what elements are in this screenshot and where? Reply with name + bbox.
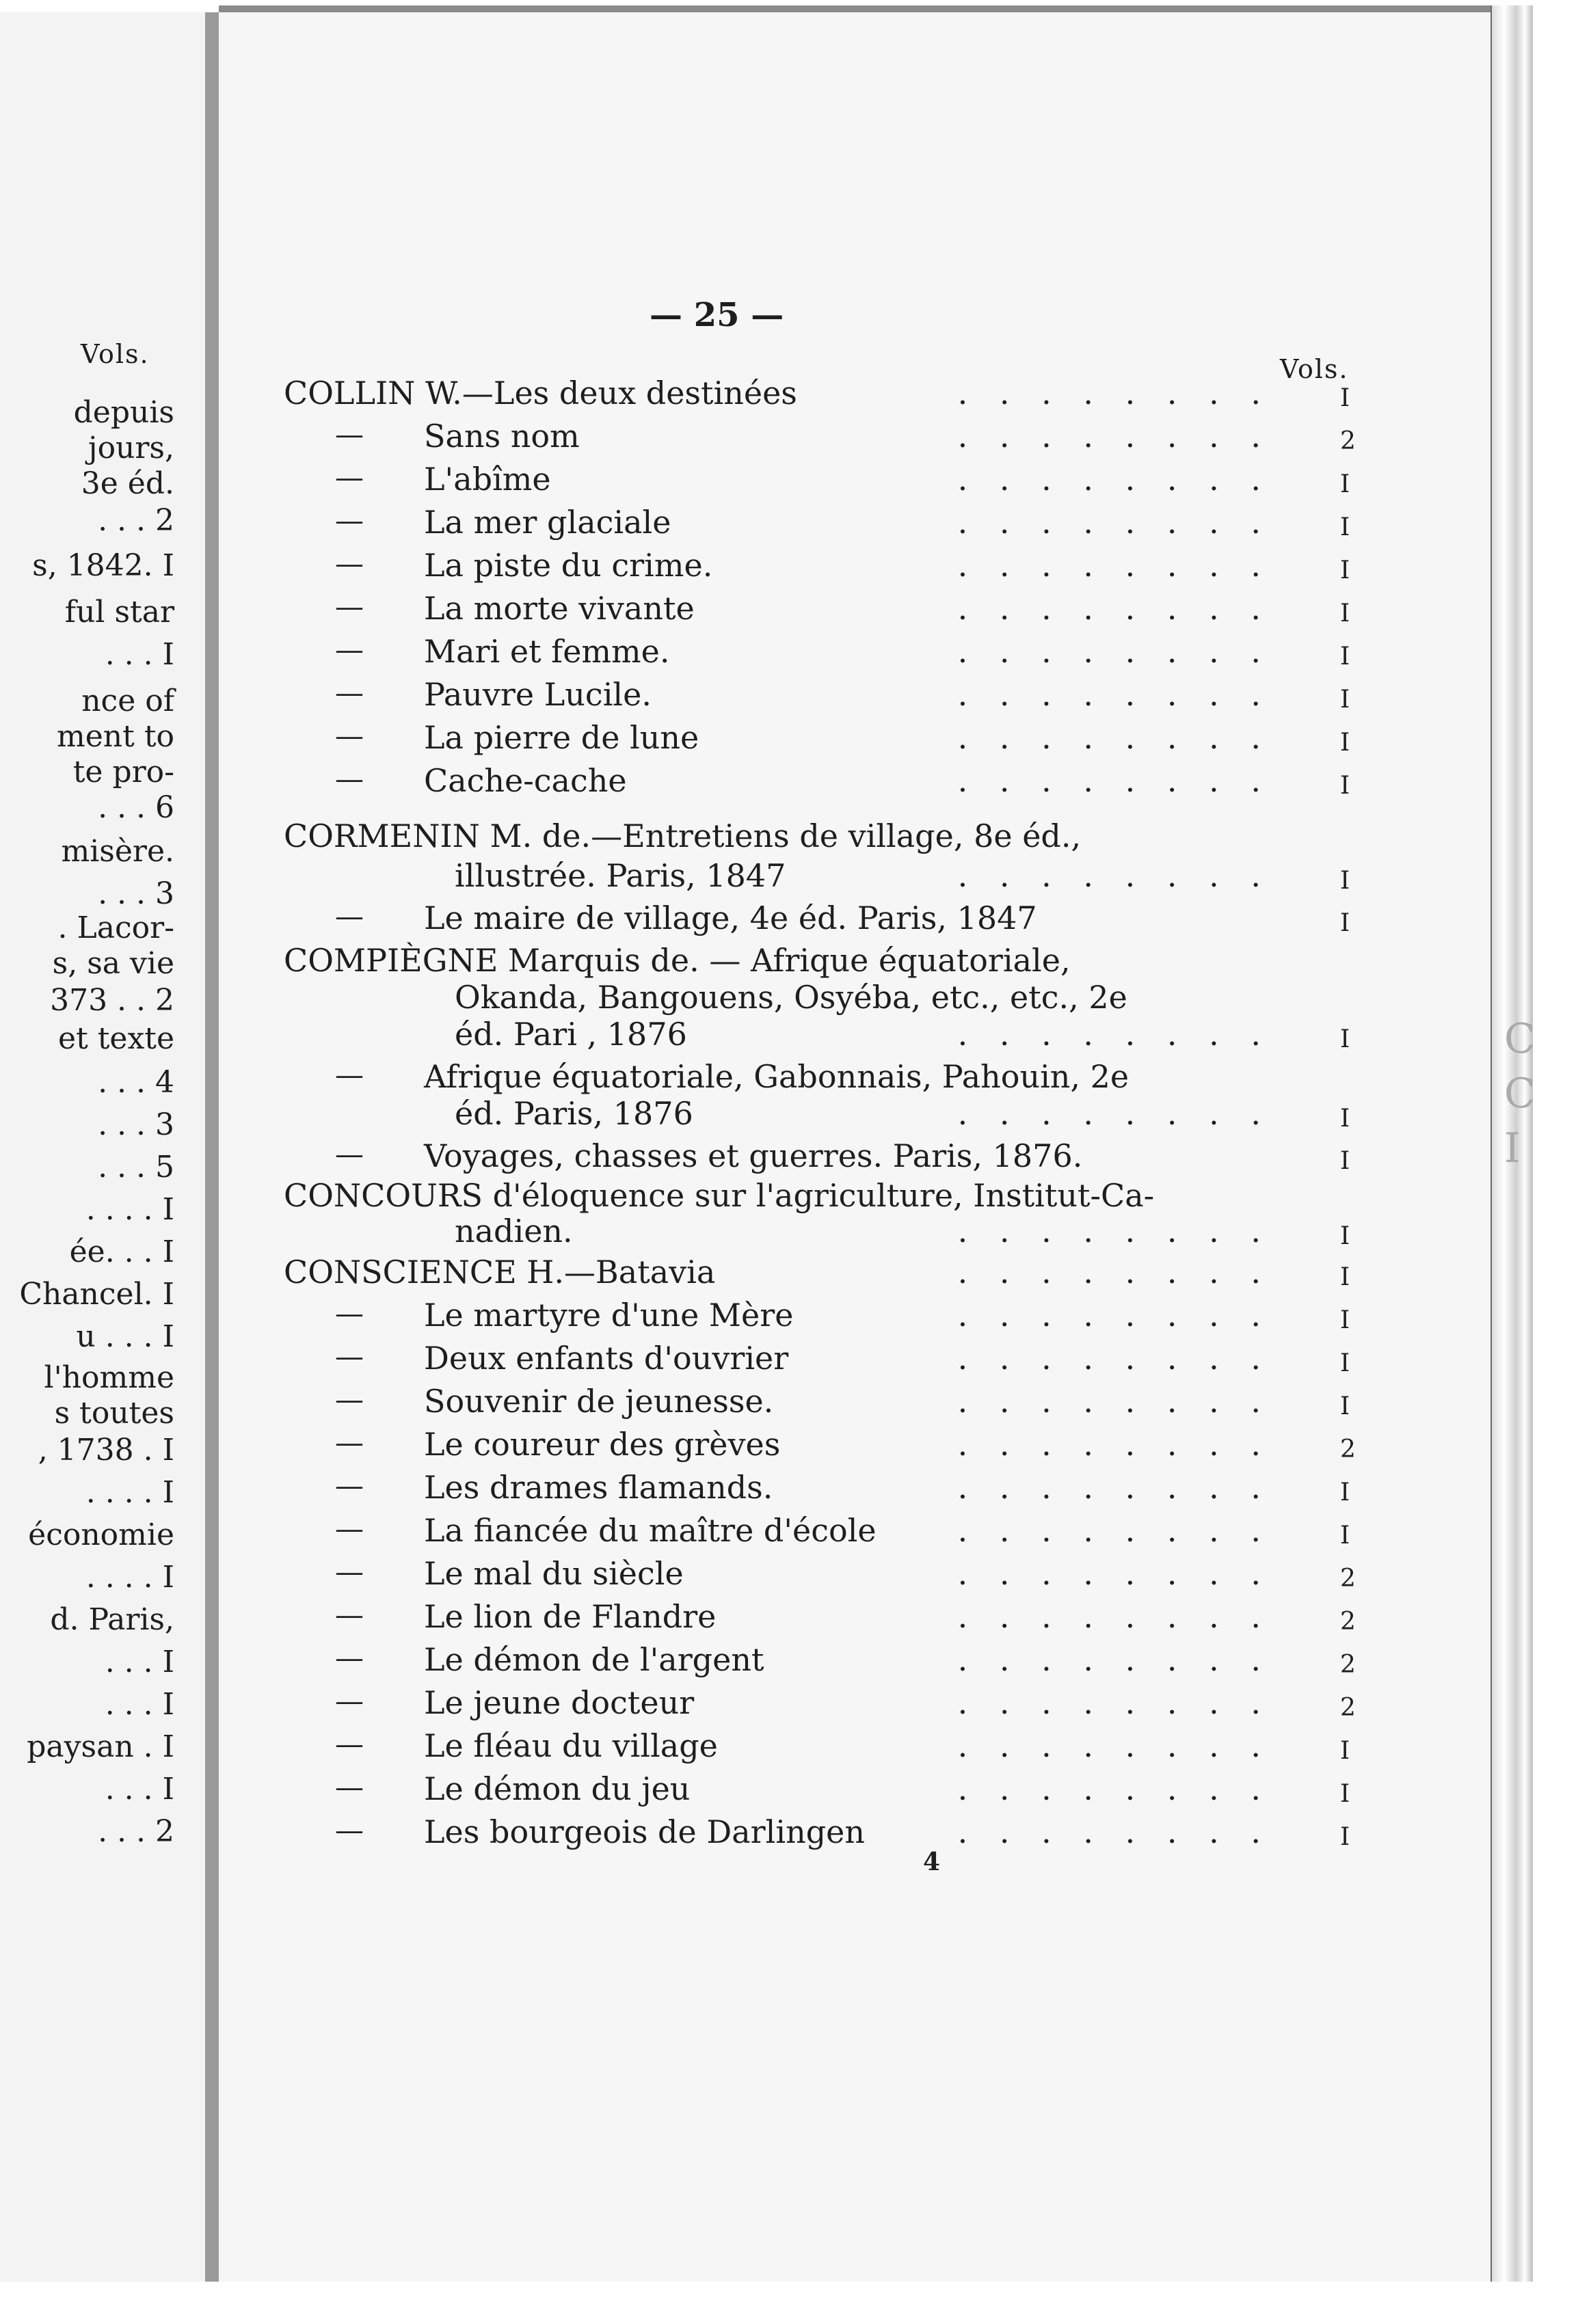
leader-dots: . . . . . . . . xyxy=(957,547,1272,584)
author-entry xyxy=(219,1254,1518,1297)
left-page-line: u . . . I xyxy=(76,1319,174,1354)
entry-title: Le martyre d'une Mère xyxy=(424,1297,794,1334)
leader-dots: . . . . . . . . xyxy=(957,375,1272,411)
compiegne-sub2 xyxy=(219,1137,1518,1181)
title-entry xyxy=(219,1813,1518,1857)
left-page-line: paysan . I xyxy=(27,1729,174,1764)
cormenin-sub-entry xyxy=(219,900,1518,943)
leader-dots: . . . . . . . . xyxy=(957,1297,1272,1334)
ditto-dash: — xyxy=(335,676,364,710)
ditto-dash: — xyxy=(335,1555,364,1589)
author-heading: COLLIN W.—Les deux destinées xyxy=(284,375,797,411)
concours-heading: CONCOURS d'éloquence sur l'agriculture, Institut-Ca- xyxy=(284,1177,1155,1214)
title-entry xyxy=(219,1512,1518,1556)
concours-line2: nadien. xyxy=(455,1213,573,1249)
next-page-partial: C C I xyxy=(1504,1015,1536,1172)
volume-count: 2 xyxy=(1340,1565,1356,1593)
left-page-line: Chancel. I xyxy=(19,1277,174,1312)
ditto-dash: — xyxy=(335,1727,364,1761)
volume-count: I xyxy=(1340,686,1350,714)
author-entry xyxy=(219,375,1518,418)
entry-title: Le fléau du village xyxy=(424,1727,718,1764)
left-page-line: . . . 2 xyxy=(98,1814,174,1849)
entry-title: La mer glaciale xyxy=(424,504,671,541)
cormenin-sub-vol: I xyxy=(1340,909,1350,937)
ditto-dash: — xyxy=(335,1770,364,1804)
ditto-dash: — xyxy=(335,1512,364,1545)
left-page-line: . . . 6 xyxy=(98,790,174,825)
volume-count: 2 xyxy=(1340,1608,1356,1636)
left-page-line: . . . . I xyxy=(85,1192,174,1227)
left-page-line: ée. . . I xyxy=(69,1234,174,1269)
cormenin-heading: CORMENIN M. de.—Entretiens de village, 8e éd., xyxy=(284,818,1082,854)
volume-count: 2 xyxy=(1340,1651,1356,1679)
compiegne-line3-row xyxy=(219,1016,1518,1059)
leader-dots: . . . . . . . . xyxy=(957,762,1272,799)
leader-dots: . . . . . . . . xyxy=(957,1426,1272,1463)
left-page-line: 3e éd. xyxy=(81,466,174,501)
volume-count: I xyxy=(1340,643,1350,671)
entry-title: Le lion de Flandre xyxy=(424,1598,717,1635)
title-entry xyxy=(219,504,1518,548)
ditto-dash: — xyxy=(335,461,364,494)
entry-title: Cache-cache xyxy=(424,762,627,799)
cormenin-continuation xyxy=(219,857,1518,901)
title-entry xyxy=(219,633,1518,677)
ditto-dash: — xyxy=(335,1469,364,1502)
ditto-dash: — xyxy=(335,1297,364,1330)
ditto-dash: — xyxy=(335,1058,364,1092)
entry-title: La pierre de lune xyxy=(424,719,699,756)
entry-title: Le mal du siècle xyxy=(424,1555,684,1592)
left-page-line: . . . . I xyxy=(85,1560,174,1595)
volume-count: I xyxy=(1340,1780,1350,1808)
title-entry xyxy=(219,1727,1518,1771)
ditto-dash: — xyxy=(335,1383,364,1416)
leader-dots: . . . . . . . . xyxy=(957,1555,1272,1592)
entry-title: L'abîme xyxy=(424,461,551,498)
entry-title: La fiancée du maître d'école xyxy=(424,1512,877,1549)
concours-vol: I xyxy=(1340,1222,1350,1250)
ditto-dash: — xyxy=(335,719,364,753)
left-page-line: ful star xyxy=(64,595,174,630)
volume-count: I xyxy=(1340,772,1350,800)
left-page-line: . Lacor- xyxy=(57,910,174,945)
volume-count: I xyxy=(1340,1737,1350,1765)
compiegne-sub1-vol: I xyxy=(1340,1105,1350,1133)
volume-count: I xyxy=(1340,1263,1350,1291)
ditto-dash: — xyxy=(335,1684,364,1718)
entry-title: Sans nom xyxy=(424,418,580,455)
title-entry xyxy=(219,1340,1518,1383)
entry-title: La morte vivante xyxy=(424,590,695,627)
volume-count: I xyxy=(1340,599,1350,627)
volume-count: I xyxy=(1340,556,1350,584)
leader-dots: . . . . . . . . xyxy=(957,1813,1272,1850)
compiegne-sub2-vol: I xyxy=(1340,1147,1350,1175)
left-page-line: . . . I xyxy=(105,1687,174,1722)
left-vols-label: Vols. xyxy=(81,339,150,369)
entry-title: Pauvre Lucile. xyxy=(424,676,652,713)
cormenin-sub-title: Le maire de village, 4e éd. Paris, 1847 xyxy=(424,900,1037,936)
leader-dots: . . . . . . . . xyxy=(957,418,1272,455)
entry-title: La piste du crime. xyxy=(424,547,713,584)
title-entry xyxy=(219,1383,1518,1427)
leader-dots: . . . . . . . . xyxy=(957,1383,1272,1420)
compiegne-sub2-title: Voyages, chasses et guerres. Paris, 1876. xyxy=(424,1137,1083,1174)
title-entry xyxy=(219,1770,1518,1814)
title-entry xyxy=(219,719,1518,763)
title-entry xyxy=(219,676,1518,720)
leader-dots: . . . . . . . . xyxy=(957,857,1272,894)
left-page-line: . . . 3 xyxy=(98,1107,174,1142)
left-page-line: . . . I xyxy=(105,1645,174,1679)
title-entry xyxy=(219,1598,1518,1642)
right-page xyxy=(219,12,1518,2282)
compiegne-line2: Okanda, Bangouens, Osyéba, etc., etc., 2e xyxy=(455,979,1127,1016)
leader-dots: . . . . . . . . xyxy=(957,633,1272,670)
page-number: — 25 — xyxy=(650,296,784,334)
compiegne-vol: I xyxy=(1340,1025,1350,1053)
volume-count: I xyxy=(1340,1478,1350,1506)
leader-dots: . . . . . . . . xyxy=(957,1770,1272,1807)
title-entry xyxy=(219,1469,1518,1513)
volume-count: 2 xyxy=(1340,1694,1356,1722)
title-entry xyxy=(219,590,1518,634)
compiegne-sub1-line1: Afrique équatoriale, Gabonnais, Pahouin, 2e xyxy=(424,1058,1129,1095)
title-entry xyxy=(219,418,1518,461)
leader-dots: . . . . . . . . xyxy=(957,1095,1272,1132)
ditto-dash: — xyxy=(335,504,364,537)
compiegne-sub1-line2: éd. Paris, 1876 xyxy=(455,1095,693,1132)
title-entry xyxy=(219,762,1518,806)
leader-dots: . . . . . . . . xyxy=(957,1340,1272,1377)
compiegne-line3: éd. Pari , 1876 xyxy=(455,1016,687,1053)
ditto-dash: — xyxy=(335,1137,364,1171)
left-page-line: te pro- xyxy=(72,755,174,789)
left-page-line: s, sa vie xyxy=(52,946,174,981)
volume-count: I xyxy=(1340,1522,1350,1550)
ditto-dash: — xyxy=(335,1426,364,1459)
leader-dots: . . . . . . . . xyxy=(957,676,1272,713)
left-page-line: . . . I xyxy=(105,637,174,672)
title-entry xyxy=(219,1297,1518,1340)
title-entry xyxy=(219,1641,1518,1685)
ditto-dash: — xyxy=(335,1340,364,1373)
left-page xyxy=(0,12,219,2282)
leader-dots: . . . . . . . . xyxy=(957,719,1272,756)
left-page-line: ment to xyxy=(57,719,174,754)
title-entry xyxy=(219,1426,1518,1470)
leader-dots: . . . . . . . . xyxy=(957,1598,1272,1635)
leader-dots: . . . . . . . . xyxy=(957,1254,1272,1291)
entry-title: Les bourgeois de Darlingen xyxy=(424,1813,865,1850)
left-page-line: depuis xyxy=(73,395,174,430)
entry-title: Deux enfants d'ouvrier xyxy=(424,1340,789,1377)
volume-count: I xyxy=(1340,384,1350,412)
volume-count: I xyxy=(1340,1392,1350,1420)
vols-column-label: Vols. xyxy=(1280,354,1349,384)
volume-count: 2 xyxy=(1340,427,1356,455)
left-page-line: et texte xyxy=(58,1021,174,1056)
ditto-dash: — xyxy=(335,1641,364,1675)
leader-dots: . . . . . . . . xyxy=(957,590,1272,627)
ditto-dash: — xyxy=(335,418,364,451)
volume-count: I xyxy=(1340,1823,1350,1851)
ditto-dash: — xyxy=(335,590,364,623)
left-page-line: d. Paris, xyxy=(50,1602,174,1637)
cormenin-vol: I xyxy=(1340,867,1350,895)
volume-count: I xyxy=(1340,513,1350,541)
entry-title: Les drames flamands. xyxy=(424,1469,773,1506)
entry-title: Mari et femme. xyxy=(424,633,670,670)
ditto-dash: — xyxy=(335,762,364,796)
title-entry xyxy=(219,1555,1518,1599)
left-page-line: s toutes xyxy=(54,1396,174,1431)
author-heading: CONSCIENCE H.—Batavia xyxy=(284,1254,716,1291)
leader-dots: . . . . . . . . xyxy=(957,1727,1272,1764)
volume-count: I xyxy=(1340,729,1350,757)
entry-title: Le coureur des grèves xyxy=(424,1426,781,1463)
left-page-line: nce of xyxy=(81,684,174,718)
leader-dots: . . . . . . . . xyxy=(957,461,1272,498)
left-page-line: jours, xyxy=(88,431,174,465)
leader-dots: . . . . . . . . xyxy=(957,504,1272,541)
concours-cont xyxy=(219,1213,1518,1256)
leader-dots: . . . . . . . . xyxy=(957,1469,1272,1506)
volume-count: I xyxy=(1340,470,1350,498)
signature-mark: 4 xyxy=(923,1848,941,1876)
left-page-line: , 1738 . I xyxy=(38,1433,174,1468)
left-page-line: . . . 2 xyxy=(98,503,174,538)
left-page-line: . . . I xyxy=(105,1772,174,1807)
left-page-line: . . . 5 xyxy=(98,1150,174,1185)
ditto-dash: — xyxy=(335,633,364,666)
ditto-dash: — xyxy=(335,1813,364,1847)
left-page-line: . . . 4 xyxy=(98,1065,174,1100)
title-entry xyxy=(219,1684,1518,1728)
title-entry xyxy=(219,461,1518,504)
left-page-line: . . . 3 xyxy=(98,876,174,911)
left-page-line: . . . . I xyxy=(85,1475,174,1510)
compiegne-sub1-cont xyxy=(219,1095,1518,1139)
leader-dots: . . . . . . . . xyxy=(957,1641,1272,1678)
left-page-line: l'homme xyxy=(44,1360,174,1395)
leader-dots: . . . . . . . . xyxy=(957,1512,1272,1549)
entry-title: Souvenir de jeunesse. xyxy=(424,1383,774,1420)
left-page-line: s, 1842. I xyxy=(32,548,174,583)
title-entry xyxy=(219,547,1518,591)
ditto-dash: — xyxy=(335,900,364,933)
compiegne-heading: COMPIÈGNE Marquis de. — Afrique équatoriale, xyxy=(284,942,1071,979)
cormenin-line2: illustrée. Paris, 1847 xyxy=(455,857,786,894)
volume-count: I xyxy=(1340,1306,1350,1334)
ditto-dash: — xyxy=(335,1598,364,1632)
top-edge xyxy=(219,5,1518,12)
entry-title: Le démon de l'argent xyxy=(424,1641,764,1678)
volume-count: 2 xyxy=(1340,1435,1356,1463)
left-page-line: économie xyxy=(28,1517,174,1552)
left-page-line: 373 . . 2 xyxy=(50,983,174,1018)
entry-title: Le démon du jeu xyxy=(424,1770,691,1807)
entry-title: Le jeune docteur xyxy=(424,1684,695,1721)
ditto-dash: — xyxy=(335,547,364,580)
leader-dots: . . . . . . . . xyxy=(957,1016,1272,1053)
left-page-line: misère. xyxy=(61,834,174,869)
volume-count: I xyxy=(1340,1349,1350,1377)
leader-dots: . . . . . . . . xyxy=(957,1213,1272,1249)
leader-dots: . . . . . . . . xyxy=(957,1684,1272,1721)
